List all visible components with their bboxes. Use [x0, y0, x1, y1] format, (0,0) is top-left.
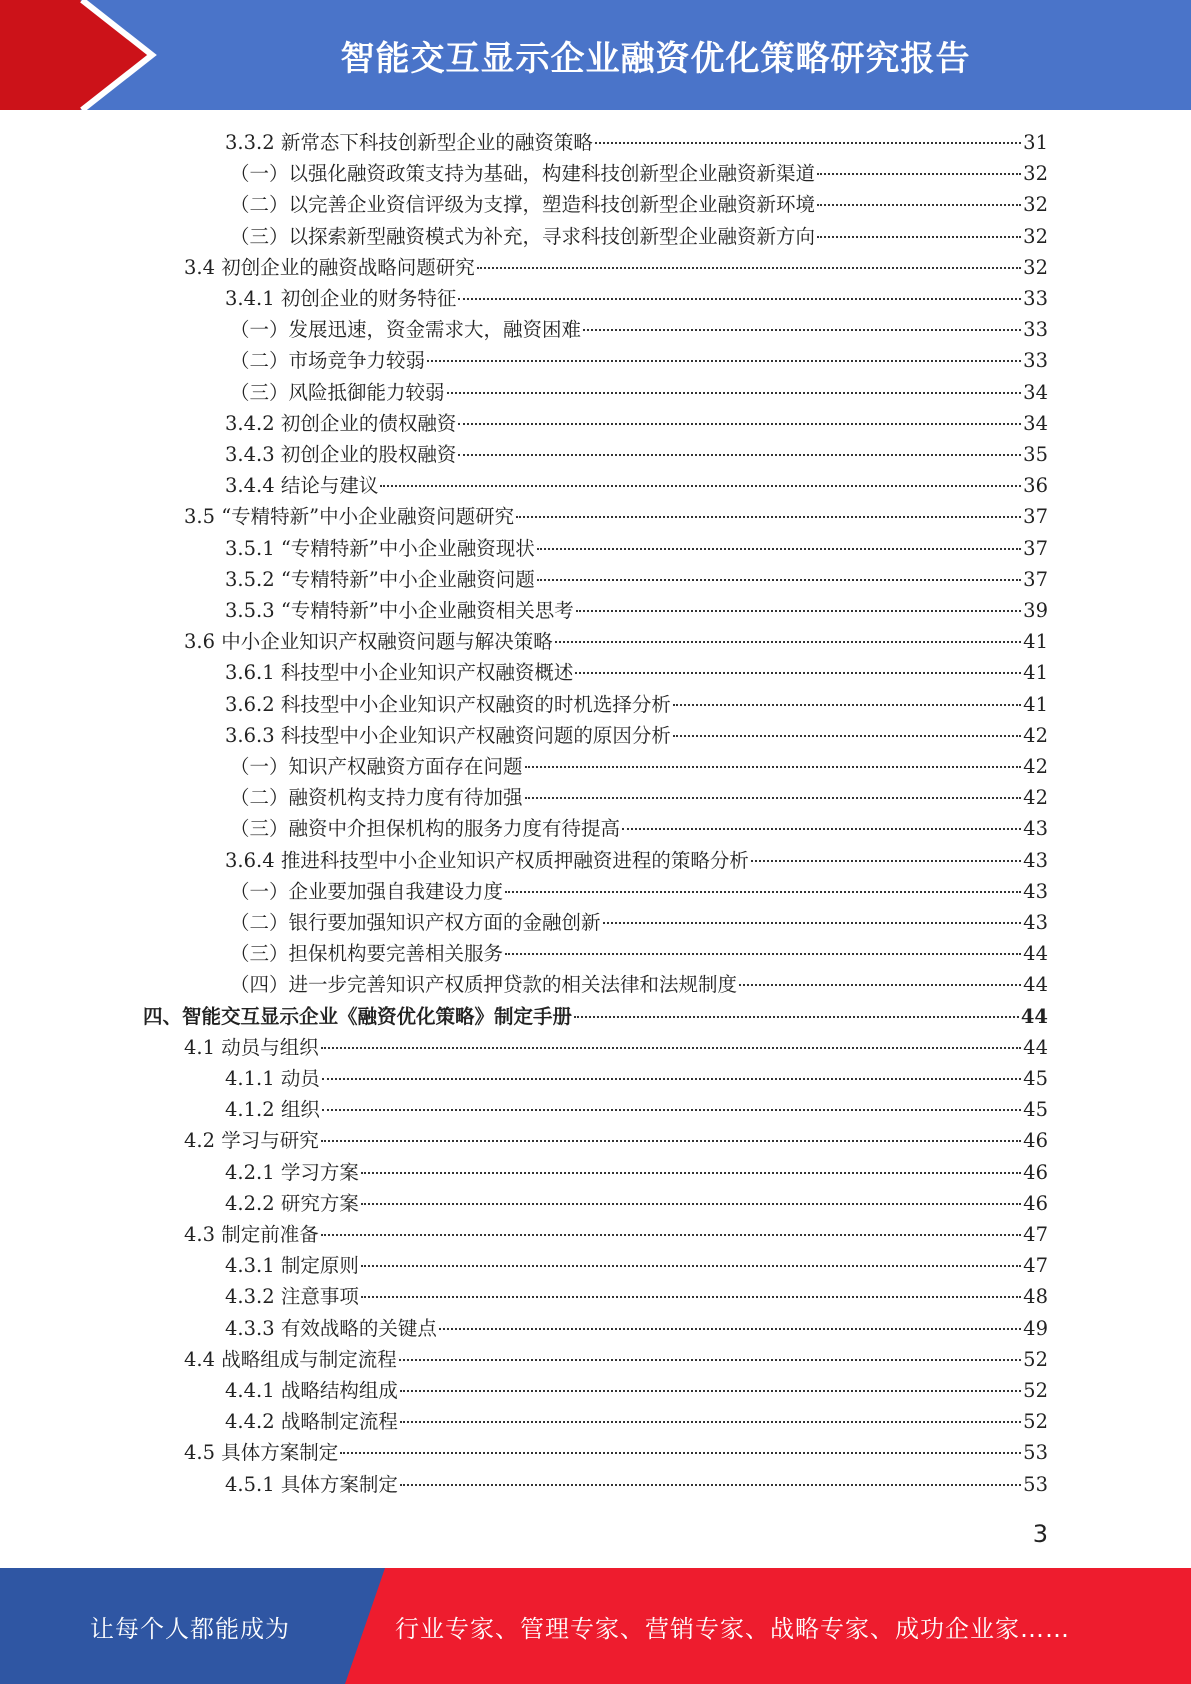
toc-dot-leader: [505, 953, 1021, 955]
toc-entry[interactable]: [225, 1188, 1048, 1219]
toc-entry-page: 37: [1023, 536, 1048, 560]
toc-entry[interactable]: [225, 127, 1048, 158]
toc-entry-page: 39: [1023, 599, 1048, 622]
toc-entry-page: 45: [1023, 1098, 1048, 1122]
toc-entry-page: 32: [1023, 162, 1048, 186]
toc-entry-page: 43: [1023, 911, 1048, 934]
toc-entry-page: 42: [1023, 723, 1048, 747]
toc-dot-leader: [555, 641, 1021, 643]
toc-entry-title: （二）融资机构支持力度有待加强: [230, 786, 523, 810]
toc-entry-page: 49: [1023, 1316, 1048, 1340]
toc-entry[interactable]: [225, 1375, 1048, 1406]
toc-dot-leader: [340, 1452, 1021, 1454]
toc-dot-leader: [399, 1359, 1021, 1361]
toc-entry-page: 44: [1023, 973, 1048, 997]
toc-entry-page: 31: [1023, 131, 1048, 154]
toc-dot-leader: [321, 1047, 1021, 1049]
toc-entry[interactable]: [225, 845, 1048, 876]
toc-entry-title: 4.3.1 制定原则: [225, 1254, 359, 1278]
toc-entry-page: 47: [1023, 1254, 1048, 1278]
toc-entry[interactable]: [230, 938, 1048, 969]
toc-entry-page: 37: [1023, 567, 1048, 591]
toc-entry-page: 34: [1023, 411, 1048, 435]
toc-entry-page: 32: [1023, 193, 1048, 217]
toc-entry[interactable]: [225, 595, 1048, 626]
toc-entry-title: 4.1.1 动员: [225, 1067, 320, 1090]
toc-entry-page: 33: [1023, 349, 1048, 373]
toc-dot-leader: [458, 298, 1021, 300]
toc-entry-title: （三）融资中介担保机构的服务力度有待提高: [230, 817, 621, 841]
toc-entry-page: 53: [1023, 1441, 1048, 1465]
toc-entry[interactable]: [184, 252, 1048, 283]
toc-entry-page: 53: [1023, 1472, 1048, 1496]
toc-dot-leader: [361, 1203, 1021, 1205]
toc-dot-leader: [321, 1140, 1021, 1142]
toc-entry-page: 48: [1023, 1285, 1048, 1309]
toc-dot-leader: [603, 922, 1022, 924]
toc-entry-page: 52: [1023, 1379, 1048, 1402]
toc-dot-leader: [751, 860, 1021, 862]
toc-entry-title: 4.4.1 战略结构组成: [225, 1379, 398, 1402]
document-title: 智能交互显示企业融资优化策略研究报告: [340, 38, 971, 79]
toc-entry-title: （二）以完善企业资信评级为支撑，塑造科技创新型企业融资新环境: [230, 193, 816, 217]
toc-entry[interactable]: [230, 782, 1048, 813]
toc-dot-leader: [516, 516, 1021, 518]
toc-entry[interactable]: [225, 689, 1048, 720]
toc-dot-leader: [595, 142, 1021, 144]
toc-entry-title: （三）担保机构要完善相关服务: [230, 942, 504, 966]
toc-entry-page: 43: [1023, 817, 1048, 841]
toc-entry[interactable]: [230, 907, 1048, 938]
toc-dot-leader: [537, 579, 1021, 581]
toc-entry[interactable]: [230, 314, 1048, 345]
toc-entry-title: 4.1 动员与组织: [184, 1035, 319, 1059]
toc-entry-title: 3.4.1 初创企业的财务特征: [225, 287, 457, 310]
toc-entry-title: 3.4.2 初创企业的债权融资: [225, 411, 457, 435]
toc-dot-leader: [817, 173, 1021, 175]
toc-entry-page: 43: [1023, 879, 1048, 903]
toc-entry-title: 4.1.2 组织: [225, 1098, 320, 1122]
toc-entry[interactable]: [184, 1219, 1048, 1250]
toc-entry-title: 3.5.3 “专精特新”中小企业融资相关思考: [225, 599, 574, 622]
toc-entry-title: 4.3.3 有效战略的关键点: [225, 1316, 437, 1340]
toc-dot-leader: [400, 1421, 1021, 1423]
toc-entry[interactable]: [184, 1032, 1048, 1063]
toc-entry[interactable]: [225, 1281, 1048, 1312]
toc-entry-title: 3.5.2 “专精特新”中小企业融资问题: [225, 567, 535, 591]
toc-dot-leader: [739, 984, 1021, 986]
toc-entry[interactable]: [230, 969, 1048, 1000]
toc-dot-leader: [576, 610, 1021, 612]
toc-entry-page: 41: [1023, 661, 1048, 685]
toc-entry-page: 33: [1023, 318, 1048, 342]
toc-entry-page: 37: [1023, 505, 1048, 529]
toc-dot-leader: [505, 891, 1021, 893]
toc-entry-title: 4.3.2 注意事项: [225, 1285, 359, 1309]
toc-entry-title: （二）银行要加强知识产权方面的金融创新: [230, 911, 601, 934]
page-number: 3: [1032, 1520, 1048, 1548]
toc-entry-page: 41: [1023, 692, 1048, 716]
toc-entry-page: 36: [1023, 474, 1048, 498]
toc-dot-leader: [361, 1172, 1021, 1174]
toc-entry[interactable]: [184, 501, 1048, 532]
toc-entry-page: 44: [1020, 1004, 1048, 1028]
toc-entry-title: （一）以强化融资政策支持为基础，构建科技创新型企业融资新渠道: [230, 162, 816, 186]
toc-entry-title: 3.5.1 “专精特新”中小企业融资现状: [225, 536, 535, 560]
toc-entry[interactable]: [225, 1469, 1048, 1500]
toc-entry-page: 42: [1023, 755, 1048, 778]
toc-entry-title: 4.2.1 学习方案: [225, 1160, 359, 1184]
toc-dot-leader: [537, 548, 1021, 550]
toc-dot-leader: [321, 1234, 1021, 1236]
toc-entry[interactable]: [225, 1406, 1048, 1437]
toc-entry[interactable]: [225, 283, 1048, 314]
toc-entry-page: 52: [1023, 1410, 1048, 1434]
toc-entry-title: 4.3 制定前准备: [184, 1223, 319, 1246]
toc-entry-title: 3.4.3 初创企业的股权融资: [225, 443, 457, 466]
toc-entry-page: 47: [1023, 1223, 1048, 1246]
toc-dot-leader: [525, 797, 1022, 799]
toc-entry[interactable]: [225, 657, 1048, 688]
toc-entry-page: 52: [1023, 1347, 1048, 1371]
toc-entry[interactable]: [225, 439, 1048, 470]
toc-entry[interactable]: [225, 564, 1048, 595]
toc-entry[interactable]: [184, 626, 1048, 657]
toc-dot-leader: [583, 329, 1021, 331]
toc-dot-leader: [458, 423, 1021, 425]
footer-slogan-left: 让每个人都能成为: [90, 1614, 290, 1643]
toc-entry-title: （三）风险抵御能力较弱: [230, 380, 445, 404]
toc-entry[interactable]: [230, 221, 1048, 252]
toc-entry[interactable]: [230, 377, 1048, 408]
toc-dot-leader: [477, 267, 1021, 269]
toc-entry[interactable]: [225, 1157, 1048, 1188]
toc-entry-title: （四）进一步完善知识产权质押贷款的相关法律和法规制度: [230, 973, 738, 997]
toc-dot-leader: [817, 204, 1021, 206]
page-footer: [0, 1568, 1191, 1684]
toc-entry-title: （二）市场竞争力较弱: [230, 349, 426, 373]
toc-entry[interactable]: [225, 1063, 1048, 1094]
toc-entry-title: 4.2.2 研究方案: [225, 1191, 359, 1215]
toc-dot-leader: [361, 1296, 1021, 1298]
toc-entry-page: 33: [1023, 287, 1048, 310]
page-header: [0, 0, 1191, 110]
toc-entry-title: 3.6 中小企业知识产权融资问题与解决策略: [184, 630, 553, 654]
toc-entry-title: 四、智能交互显示企业《融资优化策略》制定手册: [143, 1004, 573, 1028]
toc-entry-title: 4.4 战略组成与制定流程: [184, 1347, 397, 1371]
toc-entry-page: 46: [1023, 1129, 1048, 1153]
toc-entry-title: （一）发展迅速，资金需求大，融资困难: [230, 318, 582, 342]
toc-dot-leader: [574, 1016, 1019, 1018]
toc-entry[interactable]: [225, 408, 1048, 439]
toc-entry[interactable]: [225, 533, 1048, 564]
toc-entry[interactable]: [143, 1001, 1048, 1032]
toc-entry-page: 44: [1023, 942, 1048, 966]
toc-entry[interactable]: [230, 876, 1048, 907]
toc-entry[interactable]: [225, 1250, 1048, 1281]
toc-entry-page: 43: [1023, 848, 1048, 872]
toc-dot-leader: [525, 766, 1022, 768]
toc-entry[interactable]: [184, 1344, 1048, 1375]
toc-entry-title: 3.4 初创企业的融资战略问题研究: [184, 255, 475, 279]
toc-entry-title: （一）知识产权融资方面存在问题: [230, 755, 523, 778]
toc-dot-leader: [380, 485, 1021, 487]
toc-dot-leader: [322, 1078, 1021, 1080]
toc-entry-page: 44: [1023, 1035, 1048, 1059]
toc-entry[interactable]: [184, 1125, 1048, 1156]
toc-entry[interactable]: [230, 813, 1048, 844]
toc-entry-title: （一）企业要加强自我建设力度: [230, 879, 504, 903]
toc-entry-page: 41: [1023, 630, 1048, 654]
toc-entry-title: （三）以探索新型融资模式为补充，寻求科技创新型企业融资新方向: [230, 224, 816, 248]
toc-entry[interactable]: [230, 345, 1048, 376]
toc-entry-title: 4.5.1 具体方案制定: [225, 1472, 398, 1496]
toc-entry[interactable]: [230, 189, 1048, 220]
toc-entry[interactable]: [184, 1437, 1048, 1468]
toc-dot-leader: [439, 1328, 1021, 1330]
toc-entry-page: 46: [1023, 1160, 1048, 1184]
toc-entry[interactable]: [225, 1094, 1048, 1125]
toc-dot-leader: [817, 236, 1021, 238]
toc-entry-title: 3.4.4 结论与建议: [225, 474, 379, 498]
toc-entry-page: 32: [1023, 224, 1048, 248]
toc-entry-page: 45: [1023, 1067, 1048, 1090]
toc-entry[interactable]: [225, 720, 1048, 751]
toc-entry-title: 3.6.4 推进科技型中小企业知识产权质押融资进程的策略分析: [225, 848, 749, 872]
toc-dot-leader: [458, 454, 1021, 456]
toc-entry-title: 3.6.2 科技型中小企业知识产权融资的时机选择分析: [225, 692, 671, 716]
toc-entry-page: 46: [1023, 1191, 1048, 1215]
toc-dot-leader: [673, 735, 1021, 737]
toc-dot-leader: [400, 1390, 1021, 1392]
toc-entry-page: 32: [1023, 255, 1048, 279]
toc-dot-leader: [400, 1484, 1021, 1486]
toc-entry-page: 42: [1023, 786, 1048, 810]
toc-entry-page: 34: [1023, 380, 1048, 404]
toc-dot-leader: [622, 828, 1021, 830]
toc-entry-title: 4.5 具体方案制定: [184, 1441, 339, 1465]
toc-entry-page: 35: [1023, 443, 1048, 466]
toc-dot-leader: [427, 360, 1021, 362]
toc-entry-title: 3.3.2 新常态下科技创新型企业的融资策略: [225, 131, 593, 154]
toc-dot-leader: [673, 704, 1021, 706]
toc-dot-leader: [361, 1265, 1021, 1267]
toc-entry[interactable]: [225, 470, 1048, 501]
toc-entry-title: 4.4.2 战略制定流程: [225, 1410, 398, 1434]
toc-entry[interactable]: [225, 1313, 1048, 1344]
toc-dot-leader: [575, 672, 1021, 674]
toc-dot-leader: [322, 1109, 1021, 1111]
toc-entry[interactable]: [230, 158, 1048, 189]
toc-entry-title: 3.6.1 科技型中小企业知识产权融资概述: [225, 661, 574, 685]
toc-dot-leader: [447, 392, 1022, 394]
toc-entry-title: 3.5 “专精特新”中小企业融资问题研究: [184, 505, 515, 529]
header-arrow-decoration: [0, 0, 160, 110]
toc-entry-title: 4.2 学习与研究: [184, 1129, 319, 1153]
toc-entry-title: 3.6.3 科技型中小企业知识产权融资问题的原因分析: [225, 723, 671, 747]
toc-entry[interactable]: [230, 751, 1048, 782]
footer-slogan-right: 行业专家、管理专家、营销专家、战略专家、成功企业家……: [395, 1614, 1070, 1643]
